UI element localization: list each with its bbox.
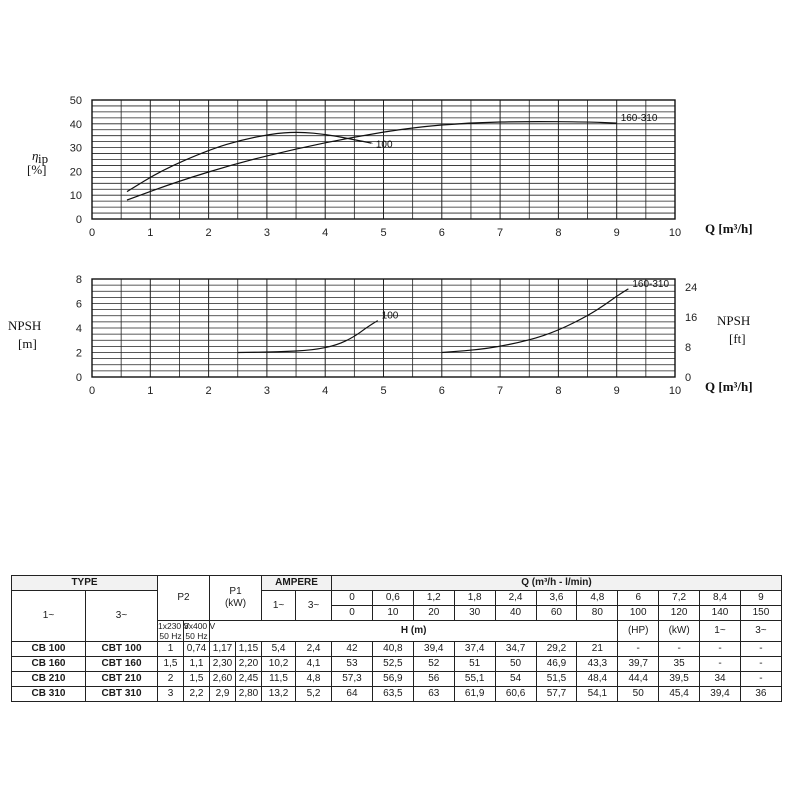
h-cell: 64 xyxy=(332,687,373,702)
ampere-3ph-note xyxy=(184,621,216,642)
p1-1ph-cell: 2,30 xyxy=(210,657,236,672)
type-3ph-cell: CBT 310 xyxy=(86,687,158,702)
y-tick-label: 50 xyxy=(69,95,82,107)
h-cell: 63 xyxy=(413,687,454,702)
x-tick-label: 3 xyxy=(263,227,270,239)
p2-hp-cell: 3 xyxy=(158,687,184,702)
x-tick-label: 7 xyxy=(497,385,504,397)
h-cell: 39,4 xyxy=(700,687,741,702)
q-m3h-cell: 0,6 xyxy=(372,591,413,606)
series-line-160-310 xyxy=(442,289,629,353)
series-label-160-310: 160-310 xyxy=(632,278,670,290)
h-cell: 54 xyxy=(495,672,536,687)
x-tick-label: 6 xyxy=(438,385,445,397)
table-row xyxy=(12,657,782,672)
q-m3h-cell: 6 xyxy=(618,591,659,606)
ampere-3ph-voltage: 3x400 V xyxy=(184,621,216,631)
p2-kw-cell: 1,1 xyxy=(184,657,210,672)
p1-1ph-cell: 1,17 xyxy=(210,642,236,657)
type-3ph-header: 3~ xyxy=(86,591,158,642)
table-q-row xyxy=(12,591,782,606)
ampere-1ph-freq: 50 Hz xyxy=(159,631,182,641)
ampere-1ph-voltage: 1x230 V xyxy=(158,621,190,631)
h-cell: 40,8 xyxy=(372,642,413,657)
h-cell: 50 xyxy=(495,657,536,672)
q-lmin-cell: 60 xyxy=(536,606,577,621)
efficiency-chart xyxy=(27,95,753,239)
type-1ph-cell: CB 210 xyxy=(12,672,86,687)
q-lmin-cell: 150 xyxy=(740,606,781,621)
y-right-tick-label: 0 xyxy=(685,372,692,384)
npsh-chart xyxy=(8,274,753,397)
h-cell: - xyxy=(740,672,781,687)
q-m3h-cell: 8,4 xyxy=(700,591,741,606)
x-tick-label: 3 xyxy=(263,385,270,397)
x-tick-label: 9 xyxy=(613,227,620,239)
table-row xyxy=(12,687,782,702)
p1-3ph-cell: 1,15 xyxy=(236,642,262,657)
x-tick-label: 5 xyxy=(380,227,387,239)
series-line-100 xyxy=(238,321,378,353)
p2-kw-cell: 0,74 xyxy=(184,642,210,657)
table-row xyxy=(12,672,782,687)
ampere-3ph-cell: 5,2 xyxy=(296,687,332,702)
h-cell: 29,2 xyxy=(536,642,577,657)
q-lmin-cell: 30 xyxy=(454,606,495,621)
h-cell: 39,5 xyxy=(659,672,700,687)
h-cell: 39,4 xyxy=(413,642,454,657)
h-cell: - xyxy=(700,657,741,672)
h-cell: 34 xyxy=(700,672,741,687)
q-m3h-cell: 0 xyxy=(332,591,373,606)
p1-3ph-cell: 2,80 xyxy=(236,687,262,702)
x-tick-label: 5 xyxy=(380,385,387,397)
y-tick-label: 4 xyxy=(75,323,82,335)
p1-1ph-header: 1~ xyxy=(700,621,741,642)
y-right-tick-label: 16 xyxy=(685,312,698,325)
table-header-row xyxy=(12,576,782,591)
y-tick-label: 0 xyxy=(75,214,82,226)
x-tick-label: 10 xyxy=(668,385,682,397)
type-header: TYPE xyxy=(12,576,158,591)
h-cell: 46,9 xyxy=(536,657,577,672)
y-tick-label: 20 xyxy=(69,166,82,179)
x-tick-label: 1 xyxy=(147,385,154,397)
h-cell: - xyxy=(740,642,781,657)
q-m3h-cell: 2,4 xyxy=(495,591,536,606)
q-lmin-cell: 20 xyxy=(413,606,454,621)
p1-1ph-cell: 2,60 xyxy=(210,672,236,687)
y-axis-label-npsh-unit: [m] xyxy=(18,336,37,351)
p1-unit: (kW) xyxy=(224,598,247,609)
h-cell: - xyxy=(740,657,781,672)
y-tick-label: 2 xyxy=(75,347,82,360)
q-lmin-cell: 80 xyxy=(577,606,618,621)
ampere-3ph-cell: 4,8 xyxy=(296,672,332,687)
q-m3h-cell: 3,6 xyxy=(536,591,577,606)
ampere-1ph-note xyxy=(158,621,190,642)
x-tick-label: 8 xyxy=(555,227,562,239)
h-cell: 50 xyxy=(618,687,659,702)
q-lmin-cell: 40 xyxy=(495,606,536,621)
type-3ph-cell: CBT 160 xyxy=(86,657,158,672)
p1-1ph-cell: 2,9 xyxy=(210,687,236,702)
p2-hp-cell: 1,5 xyxy=(158,657,184,672)
x-tick-label: 4 xyxy=(322,227,329,239)
type-1ph-header: 1~ xyxy=(12,591,86,642)
p1-3ph-header: 3~ xyxy=(740,621,781,642)
y-right-tick-label: 8 xyxy=(685,342,692,355)
p2-hp-cell: 2 xyxy=(158,672,184,687)
ampere-1ph-cell: 13,2 xyxy=(262,687,296,702)
q-lmin-cell: 0 xyxy=(332,606,373,621)
x-tick-label: 7 xyxy=(497,227,504,239)
x-axis-label: Q [m³/h] xyxy=(705,221,753,236)
ampere-1ph-cell: 11,5 xyxy=(262,672,296,687)
y-right-tick-label: 24 xyxy=(685,282,698,295)
x-tick-label: 9 xyxy=(613,385,620,397)
h-cell: 57,7 xyxy=(536,687,577,702)
y-tick-label: 6 xyxy=(75,298,82,311)
h-cell: 51 xyxy=(454,657,495,672)
ampere-1ph-cell: 5,4 xyxy=(262,642,296,657)
p1-label: P1 xyxy=(229,586,242,597)
h-cell: 42 xyxy=(332,642,373,657)
h-cell: 56 xyxy=(413,672,454,687)
q-m3h-cell: 4,8 xyxy=(577,591,618,606)
performance-table xyxy=(11,575,782,702)
ampere-3ph-cell: 2,4 xyxy=(296,642,332,657)
series-line-160-310 xyxy=(127,122,617,200)
h-cell: 60,6 xyxy=(495,687,536,702)
q-lmin-cell: 10 xyxy=(372,606,413,621)
y-tick-label: 30 xyxy=(69,142,82,155)
x-axis-label: Q [m³/h] xyxy=(705,379,753,394)
q-lmin-cell: 100 xyxy=(618,606,659,621)
h-cell: 63,5 xyxy=(372,687,413,702)
y-axis-label-eta: η xyxy=(32,148,39,163)
q-m3h-cell: 1,2 xyxy=(413,591,454,606)
h-cell: 43,3 xyxy=(577,657,618,672)
h-cell: 55,1 xyxy=(454,672,495,687)
x-tick-label: 2 xyxy=(205,227,212,239)
series-label-100: 100 xyxy=(375,139,393,151)
h-cell: 52 xyxy=(413,657,454,672)
q-lmin-cell: 120 xyxy=(659,606,700,621)
p2-hp-cell: 1 xyxy=(158,642,184,657)
q-m3h-cell: 7,2 xyxy=(659,591,700,606)
table-row xyxy=(12,642,782,657)
p1-header xyxy=(210,576,262,621)
h-cell: - xyxy=(700,642,741,657)
h-cell: 54,1 xyxy=(577,687,618,702)
h-cell: 45,4 xyxy=(659,687,700,702)
series-label-160-310: 160-310 xyxy=(620,113,658,125)
h-cell: 39,7 xyxy=(618,657,659,672)
q-m3h-cell: 9 xyxy=(740,591,781,606)
x-tick-label: 6 xyxy=(438,227,445,239)
q-header: Q (m³/h - l/min) xyxy=(332,576,782,591)
h-cell: 56,9 xyxy=(372,672,413,687)
h-cell: 35 xyxy=(659,657,700,672)
y-right-axis-label-unit: [ft] xyxy=(729,331,746,346)
x-tick-label: 8 xyxy=(555,385,562,397)
series-label-100: 100 xyxy=(381,310,399,322)
h-cell: 21 xyxy=(577,642,618,657)
h-cell: 57,3 xyxy=(332,672,373,687)
x-tick-label: 2 xyxy=(205,385,212,397)
ampere-3ph-freq: 50 Hz xyxy=(185,631,208,641)
h-cell: 53 xyxy=(332,657,373,672)
type-3ph-cell: CBT 100 xyxy=(86,642,158,657)
x-tick-label: 1 xyxy=(147,227,154,239)
p1-3ph-cell: 2,45 xyxy=(236,672,262,687)
h-cell: 44,4 xyxy=(618,672,659,687)
y-tick-label: 10 xyxy=(69,190,82,203)
q-m3h-cell: 1,8 xyxy=(454,591,495,606)
p2-kw-cell: 2,2 xyxy=(184,687,210,702)
h-cell: 61,9 xyxy=(454,687,495,702)
p2-header: P2 xyxy=(158,576,210,621)
x-tick-label: 4 xyxy=(322,385,329,397)
h-cell: 37,4 xyxy=(454,642,495,657)
x-tick-label: 10 xyxy=(668,227,682,239)
y-tick-label: 40 xyxy=(69,118,82,131)
ampere-1ph-header: 1~ xyxy=(262,591,296,621)
x-tick-label: 0 xyxy=(88,227,96,239)
type-1ph-cell: CB 160 xyxy=(12,657,86,672)
h-cell: 51,5 xyxy=(536,672,577,687)
h-cell: - xyxy=(618,642,659,657)
h-cell: 34,7 xyxy=(495,642,536,657)
type-3ph-cell: CBT 210 xyxy=(86,672,158,687)
h-header: H (m) xyxy=(210,621,618,642)
type-1ph-cell: CB 100 xyxy=(12,642,86,657)
type-1ph-cell: CB 310 xyxy=(12,687,86,702)
q-lmin-cell: 140 xyxy=(700,606,741,621)
unit-hp: (HP) xyxy=(618,621,659,642)
h-cell: 36 xyxy=(740,687,781,702)
unit-kw: (kW) xyxy=(659,621,700,642)
y-axis-label-npsh: NPSH xyxy=(8,318,42,333)
ampere-header: AMPERE xyxy=(262,576,332,591)
y-axis-label-eta-sub: ip xyxy=(38,151,49,166)
x-tick-label: 0 xyxy=(88,385,96,397)
ampere-3ph-cell: 4,1 xyxy=(296,657,332,672)
ampere-3ph-header: 3~ xyxy=(296,591,332,621)
h-cell: - xyxy=(659,642,700,657)
p1-3ph-cell: 2,20 xyxy=(236,657,262,672)
h-cell: 52,5 xyxy=(372,657,413,672)
ampere-1ph-cell: 10,2 xyxy=(262,657,296,672)
y-axis-label-unit: [%] xyxy=(27,162,47,177)
y-right-axis-label-npsh: NPSH xyxy=(717,313,751,328)
p2-kw-cell: 1,5 xyxy=(184,672,210,687)
y-tick-label: 8 xyxy=(75,274,82,286)
h-cell: 48,4 xyxy=(577,672,618,687)
y-tick-label: 0 xyxy=(75,372,82,384)
